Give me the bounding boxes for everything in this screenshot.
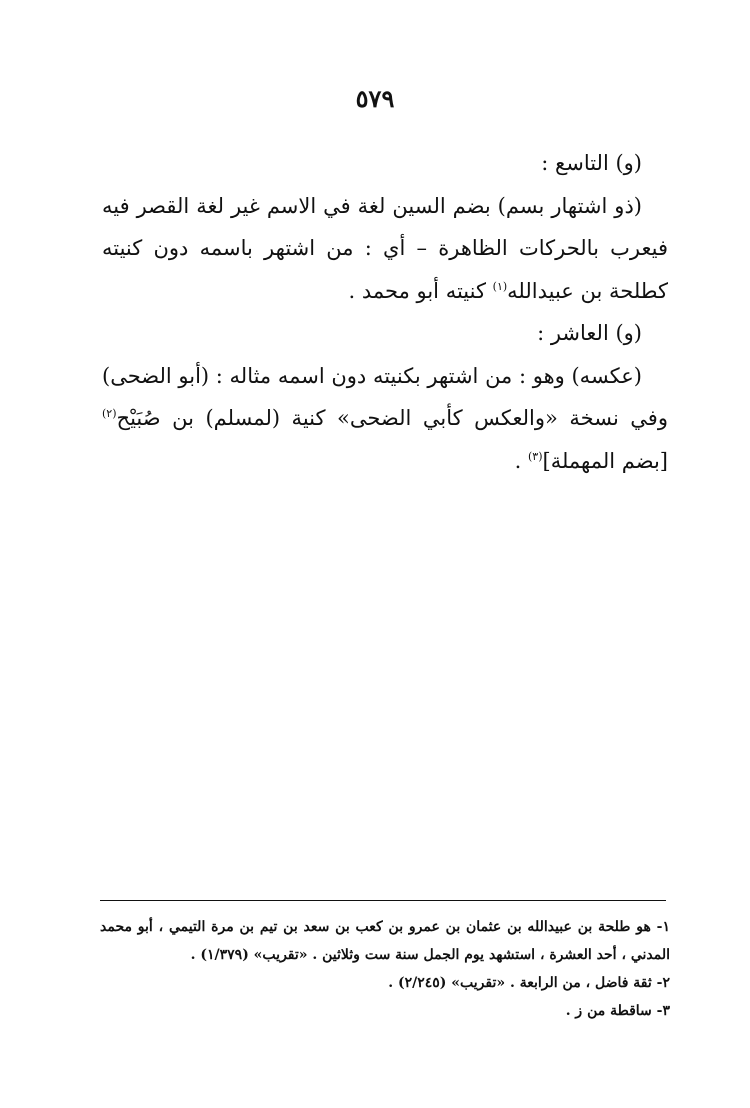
footnote-2: ٢- ثقة فاضل ، من الرابعة . «تقريب» (٢/٢٤٥) .: [388, 975, 670, 991]
paragraph-tenth-text: (عكسه) وهو : من اشتهر بكنيته دون اسمه مثاله : (أبو الضحى) وفي نسخة «والعكس كأبي الضحى» كنية (لمسلم) بن صُبَيْح: [102, 363, 668, 430]
paragraph-ninth-end: كنيته أبو محمد .: [348, 278, 493, 303]
page-number: ٥٧٩: [355, 84, 395, 113]
footnote-ref-3: (٣): [527, 449, 543, 463]
heading-ninth: (و) التاسع :: [541, 151, 642, 175]
main-text: [102, 142, 668, 482]
footnote-ref-1: (١): [492, 279, 508, 293]
paragraph-tenth-end: .: [514, 448, 528, 473]
footnote-ref-2: (٢): [102, 407, 117, 420]
paragraph-tenth-mid: [بضم المهملة]: [542, 448, 668, 473]
footnotes: [100, 913, 670, 1025]
footnote-1: ١- هو طلحة بن عبيدالله بن عثمان بن عمرو بن كعب بن سعد بن تيم بن مرة التيمي ، أبو محمد المدني ، أحد العشرة ، استشهد يوم الجمل سنة ست وثلاثين . «تقريب» (١/٣٧٩) .: [100, 919, 670, 963]
paragraph-tenth: [102, 355, 668, 483]
paragraph-ninth-text: (ذو اشتهار بسم) بضم السين لغة في الاسم غير لغة القصر فيه فيعرب بالحركات الظاهرة – أي : من اشتهر باسمه دون كنيته كطلحة بن عبيدالله: [102, 193, 668, 303]
heading-tenth: (و) العاشر :: [537, 321, 642, 345]
paragraph-ninth: [102, 185, 668, 313]
footnote-3: ٣- ساقطة من ز .: [565, 1003, 670, 1019]
footnote-divider: [100, 900, 666, 901]
